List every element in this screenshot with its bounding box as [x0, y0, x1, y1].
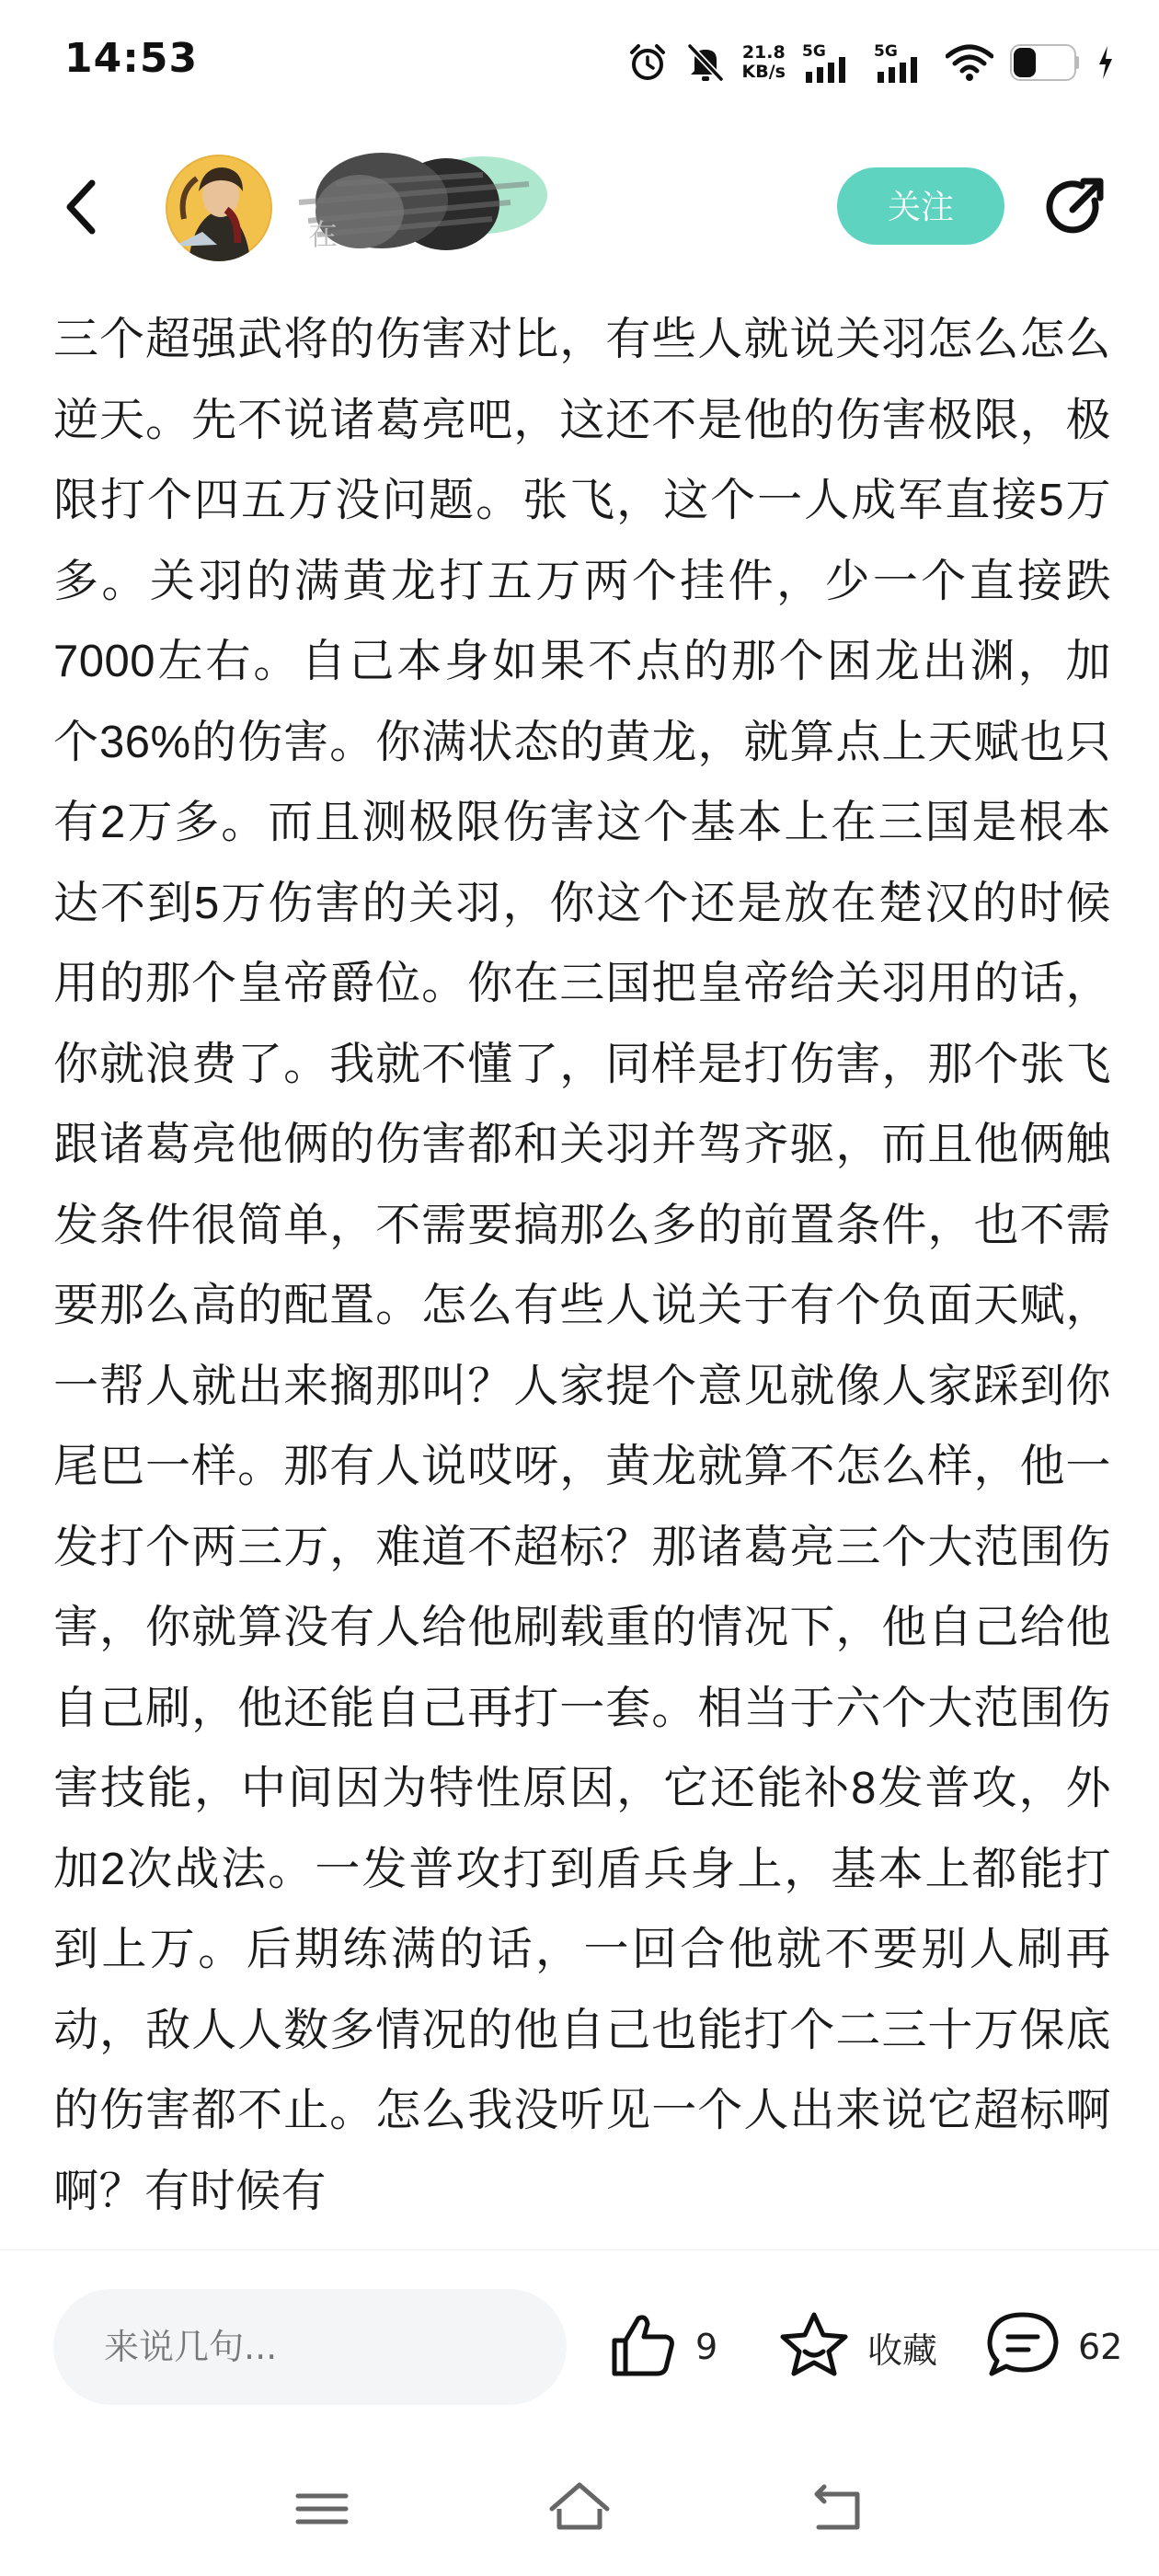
action-bar: [0, 2249, 1159, 2444]
favorite-button[interactable]: [777, 2306, 937, 2388]
post-text: 三个超强武将的伤害对比，有些人就说关羽怎么怎么逆天。先不说诸葛亮吧，这还不是他的伤害极限，极限打个四五万没问题。张飞，这个一人成军直接5万多。关羽的满黄龙打五万两个挂件，少一个直接跌7000左右。自己本身如果不点的那个困龙出渊，加个36%的伤害。你满状态的黄龙，就算点上天赋也只有2万多。而且测极限伤害这个基本上在三国是根本达不到5万伤害的关羽，你这个还是放在楚汉的时候用的那个皇帝爵位。你在三国把皇帝给关羽用的话，你就浪费了。我就不懂了，同样是打伤害，那个张飞跟诸葛亮他俩的伤害都和关羽并驾齐驱，而且他俩触发条件很简单，不需要搞那么多的前置条件，也不需要那么高的配置。怎么有些人说关于有个负面天赋，一帮人就出来搁那叫？人家提个意见就像人家踩到你尾巴一样。那有人说哎呀，黄龙就算不怎么样，他一发打个两三万，难道不超标？那诸葛亮三个大范围伤害，你就算没有人给他刷载重的情况下，他自己给他自己刷，他还能自己再打一套。相当于六个大范围伤害技能，中间因为特性原因，它还能补8发普攻，外加2次战法。一发普攻打到盾兵身上，基本上都能打到上万。后期练满的话，一回合他就不要别人刷再动，敌人人数多情况的他自己也能打个二三十万保底的伤害都不止。怎么我没听见一个人出来说它超标啊啊？有时候有: [53, 315, 1111, 2216]
sim2-label: 5G: [874, 42, 898, 61]
like-count: 9: [695, 2327, 718, 2367]
charging-icon: [1096, 44, 1115, 81]
wifi-icon: [946, 43, 993, 82]
menu-icon[interactable]: [285, 2472, 359, 2546]
system-nav-bar: [0, 2443, 1159, 2576]
star-icon: [777, 2309, 851, 2385]
post-header: [0, 147, 1159, 267]
alarm-icon: [626, 41, 669, 84]
home-icon[interactable]: [543, 2472, 616, 2546]
comments-button[interactable]: [984, 2306, 1122, 2388]
signal-icon: [802, 42, 857, 83]
share-icon[interactable]: [1041, 173, 1109, 241]
avatar[interactable]: [166, 155, 272, 261]
comment-input[interactable]: 来说几句...: [53, 2289, 567, 2405]
status-icons: [626, 35, 1115, 90]
status-bar: [0, 0, 1159, 129]
author-subtitle: 在: [308, 217, 339, 252]
back-arrow-icon[interactable]: [55, 170, 110, 244]
follow-button[interactable]: 关注: [837, 167, 1004, 245]
post-body: [53, 300, 1111, 2250]
mute-bell-icon: [685, 41, 726, 84]
sim1-label: 5G: [802, 42, 826, 61]
signal-icon-2: [874, 42, 929, 83]
network-speed: 21.8 KB/s: [741, 42, 786, 82]
thumbs-up-icon: [607, 2309, 679, 2385]
status-time: 14:53: [64, 35, 199, 82]
battery-icon: [1010, 44, 1080, 81]
comment-bubble-icon: [984, 2309, 1061, 2385]
like-button[interactable]: [607, 2306, 717, 2388]
comment-count: 62: [1078, 2327, 1123, 2367]
back-icon[interactable]: [800, 2472, 874, 2546]
favorite-label: 收藏: [867, 2329, 938, 2371]
